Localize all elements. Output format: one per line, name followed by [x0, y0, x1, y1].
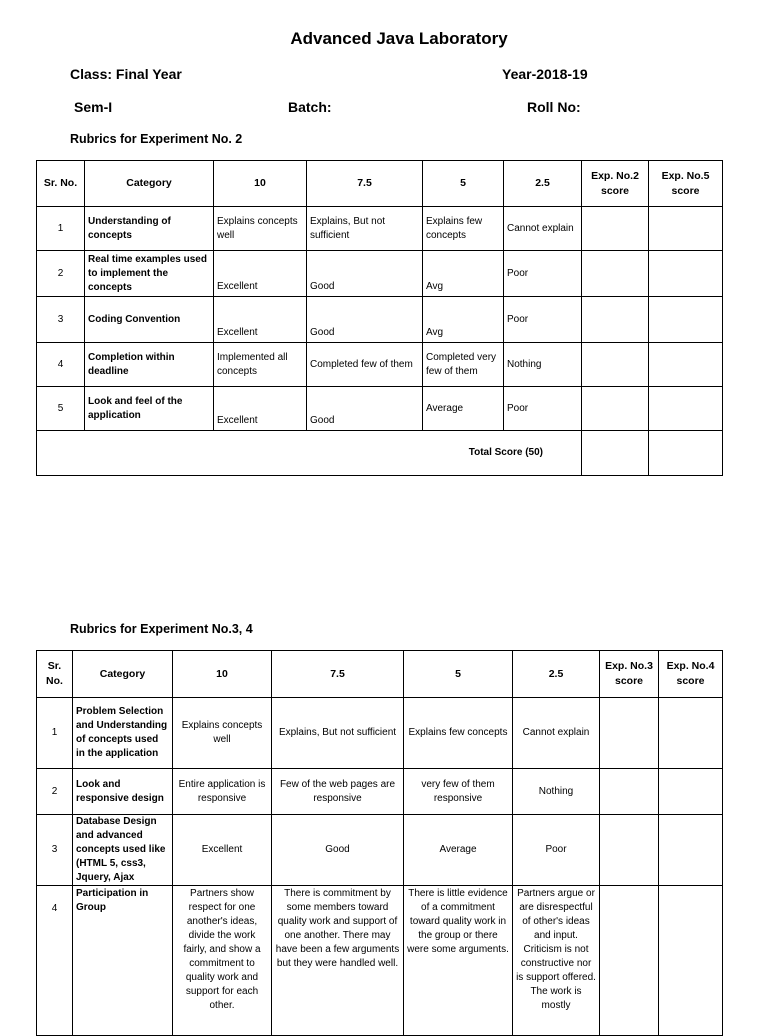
sr-cell: 3 — [37, 815, 73, 886]
score-10-cell: Explains concepts well — [173, 698, 272, 769]
exp5-score-cell[interactable] — [649, 343, 723, 387]
rubric1-heading: Rubrics for Experiment No. 2 — [70, 132, 243, 146]
sr-cell: 4 — [37, 343, 85, 387]
score-5-cell: very few of them responsive — [404, 769, 513, 815]
score-10-cell: Partners show respect for one another's ideas, divide the work fairly, and show a commitment to quality work and support for each other. — [173, 886, 272, 1036]
exp2-score-cell[interactable] — [582, 207, 649, 251]
roll-no-label: Roll No: — [527, 99, 581, 115]
score-7-5-cell: Explains, But not sufficient — [307, 207, 423, 251]
exp2-total-cell[interactable] — [582, 431, 649, 476]
col-header: 10 — [214, 161, 307, 207]
total-row — [37, 431, 723, 476]
exp3-score-cell[interactable] — [600, 886, 659, 1036]
table-row — [37, 886, 723, 1036]
col-header: Exp. No.2 score — [582, 161, 649, 207]
score-2-5-cell: Nothing — [504, 343, 582, 387]
class-label: Class: Final Year — [70, 66, 182, 82]
exp2-score-cell[interactable] — [582, 343, 649, 387]
exp2-score-cell[interactable] — [582, 297, 649, 343]
page-title: Advanced Java Laboratory — [290, 29, 508, 48]
category-cell: Database Design and advanced concepts used like (HTML 5, css3, Jquery, Ajax — [73, 815, 173, 886]
table-row — [37, 815, 723, 886]
score-10-cell: Excellent — [214, 297, 307, 343]
score-10-cell: Excellent — [173, 815, 272, 886]
table-header-row — [37, 651, 723, 698]
category-cell: Real time examples used to implement the concepts — [85, 251, 214, 297]
table-row — [37, 297, 723, 343]
exp5-total-cell[interactable] — [649, 431, 723, 476]
score-2-5-cell: Poor — [513, 815, 600, 886]
exp5-score-cell[interactable] — [649, 387, 723, 431]
score-5-cell: Explains few concepts — [423, 207, 504, 251]
table-header-row — [37, 161, 723, 207]
col-header: 2.5 — [513, 651, 600, 698]
score-7-5-cell: Good — [307, 251, 423, 297]
col-header: 2.5 — [504, 161, 582, 207]
col-header: 5 — [404, 651, 513, 698]
score-7-5-cell: Good — [307, 297, 423, 343]
sem-label: Sem-I — [74, 99, 113, 115]
exp4-score-cell[interactable] — [659, 886, 723, 1036]
col-header: 10 — [173, 651, 272, 698]
sr-cell: 1 — [37, 698, 73, 769]
score-2-5-cell: Poor — [504, 297, 582, 343]
score-5-cell: There is little evidence of a commitment toward quality work in the group or there were some arguments. — [404, 886, 513, 1036]
category-cell: Problem Selection and Understanding of concepts used in the application — [73, 698, 173, 769]
exp4-score-cell[interactable] — [659, 698, 723, 769]
col-header: Sr. No. — [37, 651, 73, 698]
score-5-cell: Avg — [423, 297, 504, 343]
score-7-5-cell: Good — [272, 815, 404, 886]
exp3-score-cell[interactable] — [600, 698, 659, 769]
exp4-score-cell[interactable] — [659, 815, 723, 886]
year-label: Year-2018-19 — [502, 66, 588, 82]
col-header: Sr. No. — [37, 161, 85, 207]
rubric-table-exp2 — [36, 160, 723, 476]
table-row — [37, 698, 723, 769]
category-cell: Understanding of concepts — [85, 207, 214, 251]
score-7-5-cell: Explains, But not sufficient — [272, 698, 404, 769]
sr-cell: 2 — [37, 251, 85, 297]
sr-cell: 3 — [37, 297, 85, 343]
score-2-5-cell: Poor — [504, 387, 582, 431]
exp2-score-cell[interactable] — [582, 251, 649, 297]
batch-label: Batch: — [288, 99, 332, 115]
col-header: Exp. No.5 score — [649, 161, 723, 207]
category-cell: Completion within deadline — [85, 343, 214, 387]
table-row — [37, 207, 723, 251]
score-2-5-cell: Partners argue or are disrespectful of other's ideas and input. Criticism is not constructive nor is support offered. The work is mostly — [513, 886, 600, 1036]
category-cell: Look and responsive design — [73, 769, 173, 815]
table-row — [37, 343, 723, 387]
table-row — [37, 251, 723, 297]
col-header: Exp. No.4 score — [659, 651, 723, 698]
category-cell: Participation in Group — [73, 886, 173, 1036]
exp3-score-cell[interactable] — [600, 815, 659, 886]
col-header: Exp. No.3 score — [600, 651, 659, 698]
score-5-cell: Average — [423, 387, 504, 431]
score-5-cell: Avg — [423, 251, 504, 297]
score-5-cell: Completed very few of them — [423, 343, 504, 387]
rubric-table-exp3-4 — [36, 650, 723, 1036]
category-cell: Look and feel of the application — [85, 387, 214, 431]
col-header: 7.5 — [272, 651, 404, 698]
rubric2-heading: Rubrics for Experiment No.3, 4 — [70, 622, 253, 636]
score-10-cell: Implemented all concepts — [214, 343, 307, 387]
score-5-cell: Explains few concepts — [404, 698, 513, 769]
total-score-label: Total Score (50) — [37, 431, 582, 476]
table-row — [37, 387, 723, 431]
score-7-5-cell: There is commitment by some members toward quality work and support of one another. There may have been a few arguments but they were handled well. — [272, 886, 404, 1036]
sr-cell: 1 — [37, 207, 85, 251]
col-header: 5 — [423, 161, 504, 207]
sr-cell: 5 — [37, 387, 85, 431]
sr-cell: 2 — [37, 769, 73, 815]
exp2-score-cell[interactable] — [582, 387, 649, 431]
score-2-5-cell: Cannot explain — [504, 207, 582, 251]
exp3-score-cell[interactable] — [600, 769, 659, 815]
exp5-score-cell[interactable] — [649, 297, 723, 343]
score-10-cell: Excellent — [214, 387, 307, 431]
score-2-5-cell: Cannot explain — [513, 698, 600, 769]
score-2-5-cell: Poor — [504, 251, 582, 297]
col-header: Category — [73, 651, 173, 698]
score-10-cell: Excellent — [214, 251, 307, 297]
score-2-5-cell: Nothing — [513, 769, 600, 815]
score-7-5-cell: Few of the web pages are responsive — [272, 769, 404, 815]
sr-cell: 4 — [37, 886, 73, 1036]
category-cell: Coding Convention — [85, 297, 214, 343]
exp5-score-cell[interactable] — [649, 251, 723, 297]
col-header: 7.5 — [307, 161, 423, 207]
score-7-5-cell: Good — [307, 387, 423, 431]
col-header: Category — [85, 161, 214, 207]
exp5-score-cell[interactable] — [649, 207, 723, 251]
score-5-cell: Average — [404, 815, 513, 886]
score-10-cell: Explains concepts well — [214, 207, 307, 251]
score-7-5-cell: Completed few of them — [307, 343, 423, 387]
exp4-score-cell[interactable] — [659, 769, 723, 815]
table-row — [37, 769, 723, 815]
score-10-cell: Entire application is responsive — [173, 769, 272, 815]
